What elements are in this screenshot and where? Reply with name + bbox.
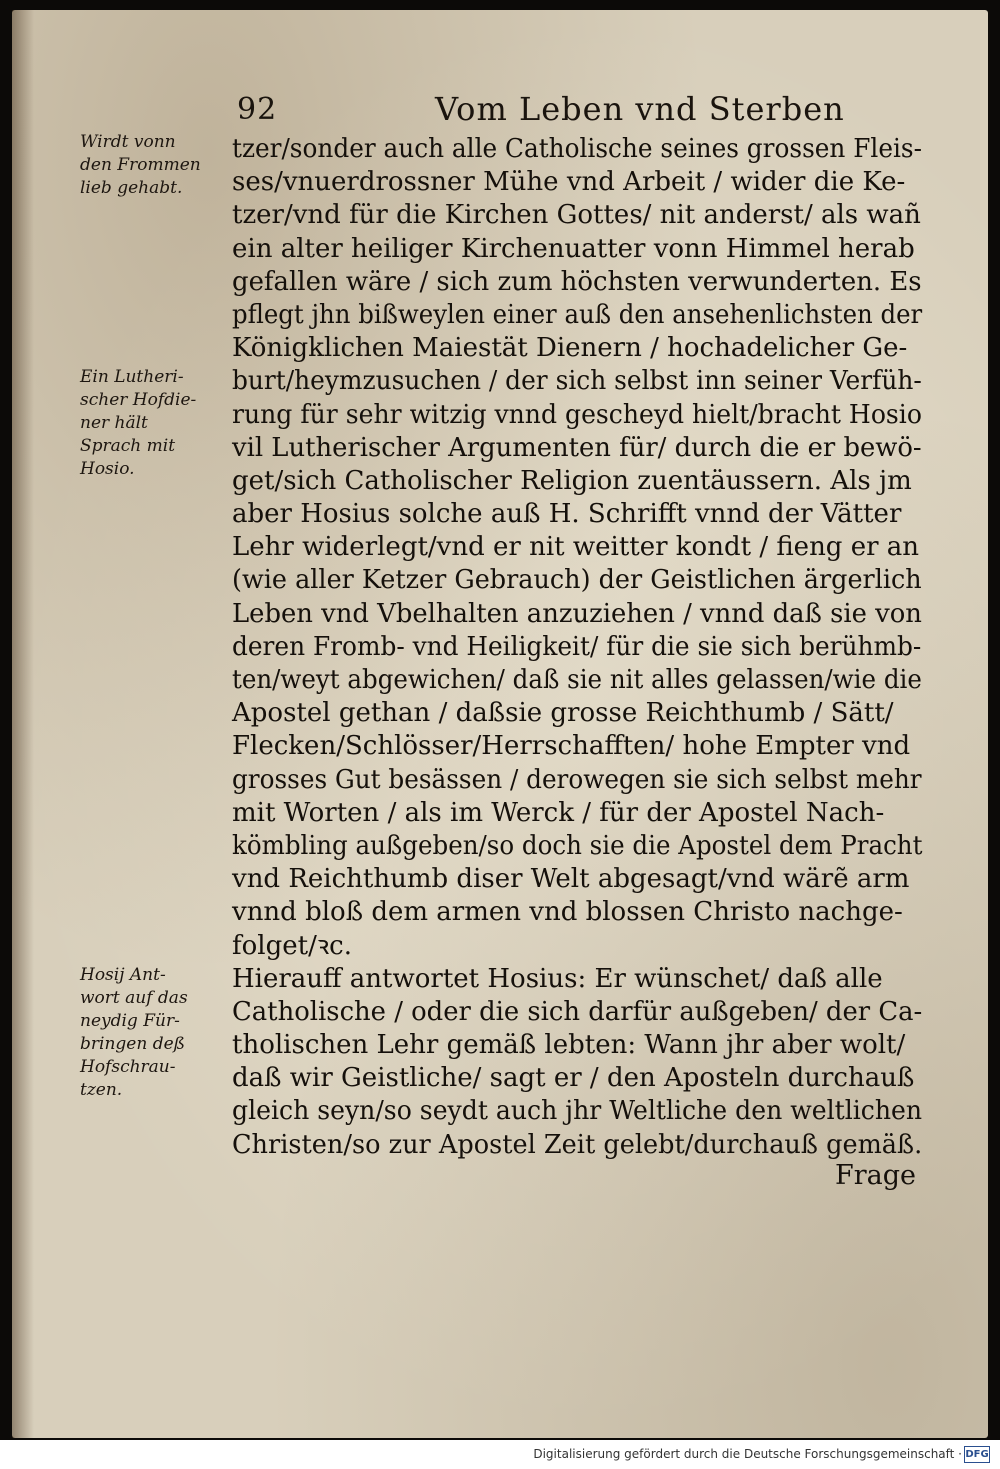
margin-note-line: ner hält: [80, 413, 148, 433]
text-line: tzer/vnd für die Kirchen Gottes/ nit anderst/ als wañ: [232, 200, 921, 231]
body-text: [232, 133, 922, 1162]
margin-note-line: wort auf das: [80, 988, 188, 1008]
text-line: pflegt jhn bißweylen einer auß den ansehenlichsten der: [232, 299, 923, 330]
margin-note-line: neydig Für-: [80, 1011, 180, 1031]
text-line: Königklichen Maiestät Dienern / hochadelicher Ge-: [232, 333, 908, 364]
text-line: grosses Gut besässen / derowegen sie sich selbst mehr: [232, 764, 922, 795]
text-line: Apostel gethan / daßsie grosse Reichthumb / Sätt/: [232, 698, 894, 729]
margin-note-line: Sprach mit: [80, 436, 176, 456]
text-line: Leben vnd Vbelhalten anzuziehen / vnnd daß sie von: [232, 598, 922, 629]
text-line: daß wir Geistliche/ sagt er / den Aposteln durchauß: [232, 1063, 915, 1094]
text-line: ein alter heiliger Kirchenuatter vonn Himmel herab: [232, 233, 915, 264]
text-line: get/sich Catholischer Religion zuentäussern. Als jm: [232, 465, 912, 496]
text-line: Hierauff antwortet Hosius: Er wünschet/ daß alle: [232, 963, 883, 994]
margin-note-line: lieb gehabt.: [80, 178, 183, 198]
running-title: Vom Leben vnd Sterben: [435, 90, 845, 128]
text-line: ses/vnuerdrossner Mühe vnd Arbeit / wider die Ke-: [232, 167, 906, 198]
text-line: tzer/sonder auch alle Catholische seines grossen Fleis-: [232, 134, 922, 164]
digitization-footer: [0, 1440, 1000, 1469]
margin-note-line: Wirdt vonn: [80, 132, 176, 152]
text-line: aber Hosius solche auß H. Schrifft vnnd der Vätter: [232, 499, 902, 530]
catchword: Frage: [835, 1160, 916, 1191]
margin-note-line: Hosio.: [80, 459, 135, 479]
text-line: tholischen Lehr gemäß lebten: Wann jhr aber wolt/: [232, 1030, 906, 1061]
text-line: burt/heymzusuchen / der sich selbst inn seiner Verfüh-: [232, 366, 922, 397]
dfg-logo: DFG: [964, 1446, 990, 1463]
text-line: (wie aller Ketzer Gebrauch) der Geistlichen ärgerlich: [232, 565, 922, 596]
margin-note-line: Hosij Ant-: [80, 965, 166, 985]
text-line: kömbling außgeben/so doch sie die Apostel dem Pracht: [232, 830, 923, 861]
margin-note-line: Hofschrau-: [80, 1057, 176, 1077]
text-line: mit Worten / als im Werck / für der Apostel Nach-: [232, 797, 885, 828]
page-header: [237, 88, 937, 136]
text-line: Catholische / oder die sich darfür außgeben/ der Ca-: [232, 996, 923, 1027]
margin-note-line: bringen deß: [80, 1034, 185, 1054]
text-line: folget/ꝛc.: [232, 930, 352, 961]
margin-note-line: Ein Lutheri-: [80, 367, 184, 387]
margin-note-1: [80, 131, 230, 200]
text-line: vnnd bloß dem armen vnd blossen Christo nachge-: [232, 897, 903, 928]
margin-note-line: den Frommen: [80, 155, 201, 175]
text-line: rung für sehr witzig vnnd gescheyd hielt/bracht Hosio: [232, 399, 922, 430]
text-line: Lehr widerlegt/vnd er nit weitter kondt / fieng er an: [232, 532, 920, 563]
text-line: ten/weyt abgewichen/ daß sie nit alles gelassen/wie die: [232, 665, 922, 695]
text-line: vil Lutherischer Argumenten für/ durch die er bewö-: [232, 432, 922, 463]
text-line: gleich seyn/so seydt auch jhr Weltliche den weltlichen: [232, 1096, 923, 1127]
margin-note-line: tzen.: [80, 1080, 123, 1100]
funding-credit: Digitalisierung gefördert durch die Deutsche Forschungsgemeinschaft ·: [533, 1447, 962, 1461]
margin-note-line: scher Hofdie-: [80, 390, 197, 410]
text-line: Flecken/Schlösser/Herrschafften/ hohe Empter vnd: [232, 731, 911, 762]
text-line: vnd Reichthumb diser Welt abgesagt/vnd wärẽ arm: [232, 864, 910, 895]
margin-note-3: [80, 964, 230, 1102]
text-line: Christen/so zur Apostel Zeit gelebt/durchauß gemäß.: [232, 1129, 923, 1160]
text-line: deren Fromb- vnd Heiligkeit/ für die sie sich berühmb-: [232, 631, 922, 662]
page-number: 92: [237, 92, 278, 127]
margin-note-2: [80, 366, 230, 481]
text-line: gefallen wäre / sich zum höchsten verwunderten. Es: [232, 266, 922, 297]
